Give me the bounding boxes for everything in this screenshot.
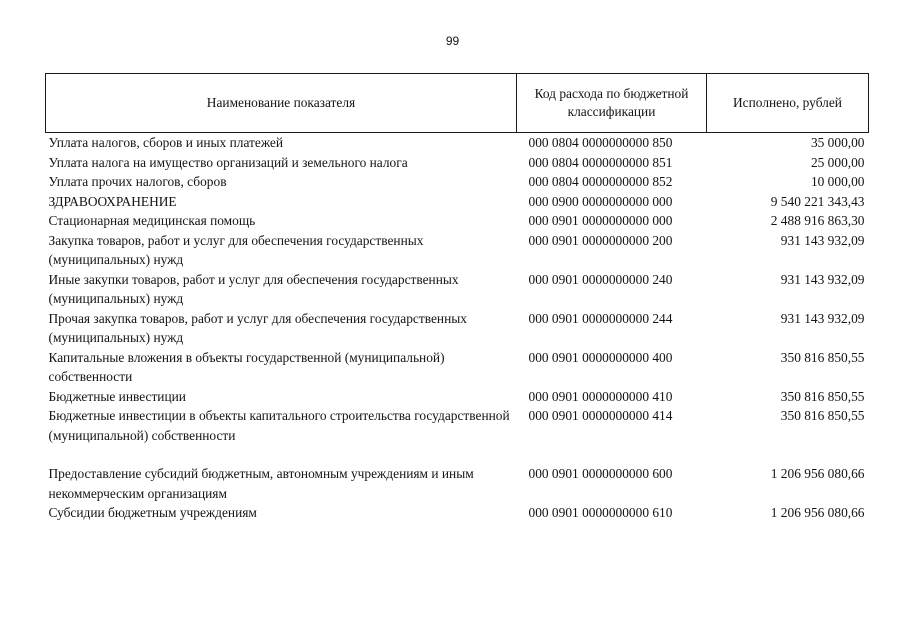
row-code: 000 0901 0000000000 600 <box>528 466 673 481</box>
table-row <box>46 309 869 348</box>
table-row <box>46 406 869 445</box>
row-code: 000 0804 0000000000 850 <box>528 135 673 150</box>
table-row <box>46 211 869 231</box>
table-row <box>46 153 869 173</box>
row-amount: 350 816 850,55 <box>780 388 865 404</box>
row-amount: 25 000,00 <box>810 154 865 170</box>
table-row <box>46 464 869 503</box>
row-amount: 350 816 850,55 <box>780 349 865 365</box>
page-number: 99 <box>445 34 460 48</box>
row-amount: 931 143 932,09 <box>780 310 865 326</box>
row-amount: 931 143 932,09 <box>780 271 865 287</box>
row-amount: 1 206 956 080,66 <box>770 466 865 481</box>
row-name: Бюджетные инвестиции в объекты капитального строительства государственной (муниципальной) собственности <box>48 408 510 443</box>
table-row <box>46 270 869 309</box>
row-amount: 2 488 916 863,30 <box>770 213 865 228</box>
table-row <box>46 192 869 212</box>
row-name: Закупка товаров, работ и услуг для обеспечения государственных (муниципальных) нужд <box>48 232 424 267</box>
row-amount: 931 143 932,09 <box>780 232 865 248</box>
row-code: 000 0900 0000000000 000 <box>528 193 673 209</box>
row-name: Бюджетные инвестиции <box>48 388 186 404</box>
row-code: 000 0901 0000000000 400 <box>528 349 673 365</box>
row-amount: 9 540 221 343,43 <box>770 193 865 209</box>
row-code: 000 0901 0000000000 244 <box>528 310 673 326</box>
row-name: Иные закупки товаров, работ и услуг для обеспечения государственных (муниципальных) нужд <box>48 271 459 306</box>
table-row <box>46 387 869 407</box>
row-amount: 1 206 956 080,66 <box>770 505 865 520</box>
budget-report-table <box>45 73 869 523</box>
row-name: ЗДРАВООХРАНЕНИЕ <box>48 193 177 209</box>
spacer-row <box>46 445 869 464</box>
row-code: 000 0901 0000000000 000 <box>528 213 673 228</box>
header-indicator-name: Наименование показателя <box>46 74 517 133</box>
row-code: 000 0901 0000000000 240 <box>528 271 673 287</box>
row-code: 000 0804 0000000000 852 <box>528 174 673 189</box>
row-amount: 350 816 850,55 <box>780 408 865 423</box>
row-name: Прочая закупка товаров, работ и услуг для обеспечения государственных (муниципальных) нужд <box>48 310 467 345</box>
row-amount: 35 000,00 <box>810 135 865 150</box>
spacer-cell <box>46 445 869 464</box>
row-code: 000 0901 0000000000 200 <box>528 232 673 248</box>
table-row <box>46 231 869 270</box>
row-name: Уплата налога на имущество организаций и земельного налога <box>48 154 408 170</box>
table-row <box>46 172 869 192</box>
row-code: 000 0901 0000000000 410 <box>528 388 673 404</box>
row-name: Капитальные вложения в объекты государственной (муниципальной) собственности <box>48 349 445 384</box>
row-code: 000 0901 0000000000 610 <box>528 505 673 520</box>
row-name: Стационарная медицинская помощь <box>48 213 256 228</box>
table-row <box>46 348 869 387</box>
table-row <box>46 503 869 523</box>
row-amount: 10 000,00 <box>810 174 865 189</box>
row-code: 000 0804 0000000000 851 <box>528 154 673 170</box>
row-name: Уплата прочих налогов, сборов <box>48 174 227 189</box>
row-code: 000 0901 0000000000 414 <box>528 408 673 423</box>
header-executed-amount: Исполнено, рублей <box>707 74 869 133</box>
table-header-row <box>46 74 869 133</box>
header-expense-code: Код расхода по бюджетной классификации <box>517 74 707 133</box>
row-name: Предоставление субсидий бюджетным, автономным учреждениям и иным некоммерческим организациям <box>48 466 474 501</box>
row-name: Уплата налогов, сборов и иных платежей <box>48 135 284 150</box>
row-name: Субсидии бюджетным учреждениям <box>48 505 257 520</box>
table-row <box>46 133 869 153</box>
